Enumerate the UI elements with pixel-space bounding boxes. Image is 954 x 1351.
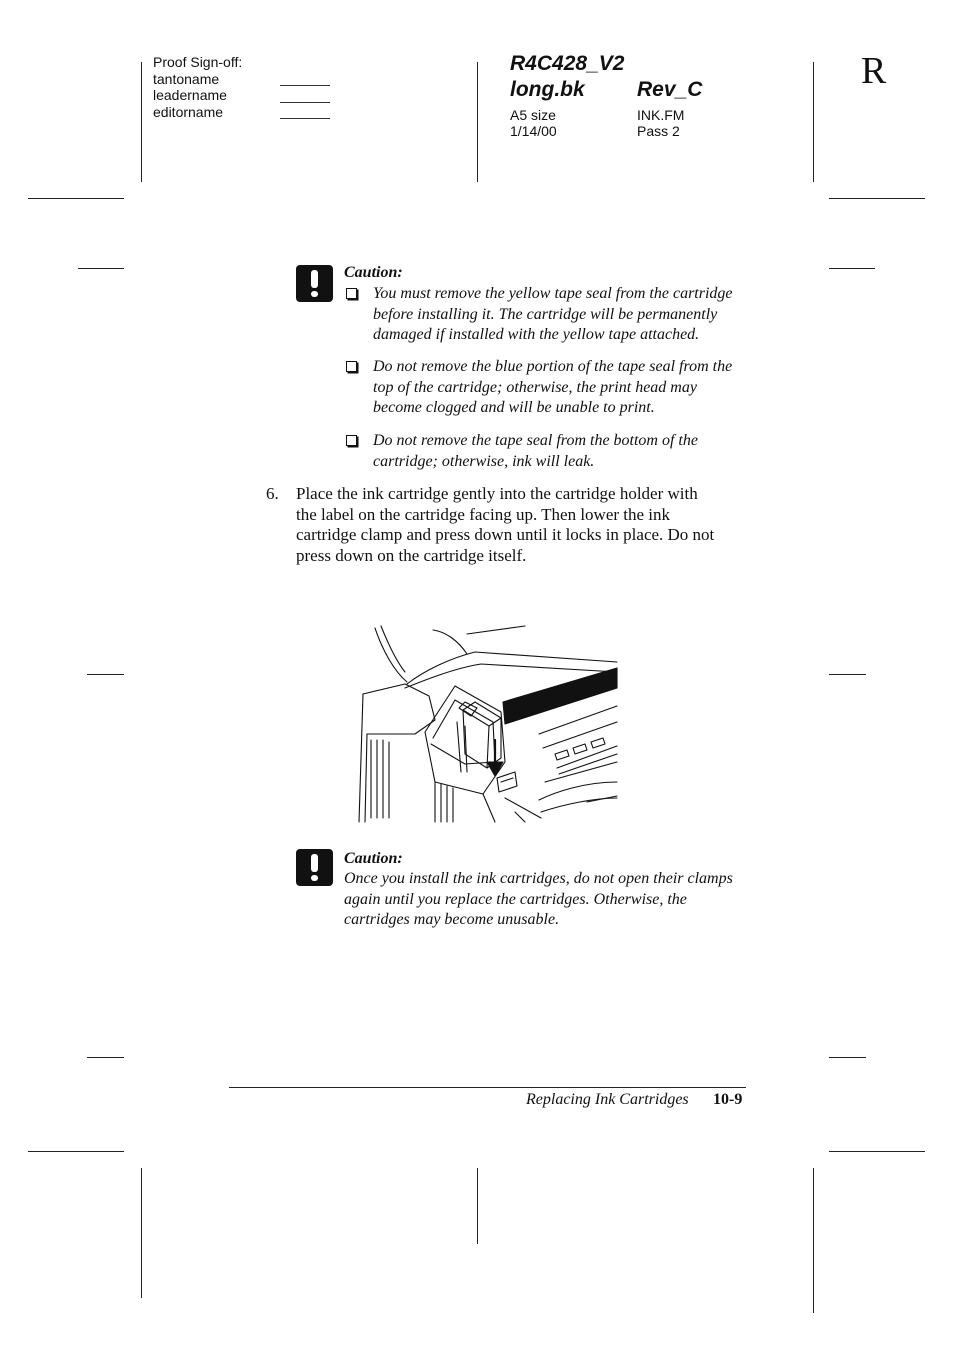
caution-item-line: top of the cartridge; otherwise, the print head may bbox=[373, 378, 697, 396]
doc-pass: Pass 2 bbox=[637, 123, 680, 139]
caution-icon bbox=[296, 265, 333, 302]
caution-item-line: You must remove the yellow tape seal from the cartridge bbox=[373, 285, 733, 302]
footer-section-title: Replacing Ink Cartridges bbox=[526, 1091, 689, 1108]
signoff-blank bbox=[280, 85, 330, 86]
step-number: 6. bbox=[266, 484, 279, 503]
page-number: 10-9 bbox=[713, 1091, 743, 1108]
doc-file: INK.FM bbox=[637, 107, 685, 123]
footer-rule bbox=[229, 1087, 746, 1088]
doc-revision: Rev_C bbox=[637, 78, 703, 101]
doc-date: 1/14/00 bbox=[510, 123, 557, 139]
caution-line: cartridges may become unusable. bbox=[344, 911, 560, 928]
caution-title: Caution: bbox=[344, 850, 403, 867]
caution-text bbox=[344, 869, 733, 931]
doc-book: long.bk bbox=[510, 78, 585, 101]
doc-code: R4C428_V2 bbox=[510, 52, 625, 75]
step-text bbox=[296, 484, 714, 566]
proof-signoff bbox=[153, 54, 242, 120]
step-line: press down on the cartridge itself. bbox=[296, 545, 527, 565]
signoff-blank bbox=[280, 118, 330, 119]
signoff-blank bbox=[280, 102, 330, 103]
checkbox-bullet-icon bbox=[346, 288, 357, 299]
checkbox-bullet-icon bbox=[346, 361, 357, 372]
caution-line: again until you replace the cartridges. Otherwise, the bbox=[344, 890, 687, 908]
caution-item-line: Do not remove the tape seal from the bottom of the bbox=[373, 432, 698, 449]
step-line: Place the ink cartridge gently into the cartridge holder with bbox=[296, 484, 698, 503]
caution-icon bbox=[296, 849, 333, 886]
caution-item bbox=[373, 284, 733, 346]
caution-title: Caution: bbox=[344, 264, 403, 281]
caution-item-line: Do not remove the blue portion of the tape seal from the bbox=[373, 358, 733, 375]
proof-editorname: editorname bbox=[153, 103, 224, 120]
proof-leadername: leadername bbox=[153, 87, 227, 103]
caution-item-line: before installing it. The cartridge will be permanently bbox=[373, 305, 718, 323]
doc-size: A5 size bbox=[510, 107, 556, 123]
proof-label: Proof Sign-off: bbox=[153, 54, 243, 70]
corner-letter: R bbox=[861, 50, 887, 92]
caution-item-line: cartridge; otherwise, ink will leak. bbox=[373, 452, 595, 470]
checkbox-bullet-icon bbox=[346, 435, 357, 446]
proof-tantoname: tantoname bbox=[153, 70, 220, 87]
step-line: cartridge clamp and press down until it locks in place. Do not bbox=[296, 525, 715, 544]
step-line: the label on the cartridge facing up. Then lower the ink bbox=[296, 504, 671, 524]
caution-item bbox=[373, 431, 698, 472]
caution-line: Once you install the ink cartridges, do not open their clamps bbox=[344, 870, 733, 887]
caution-item-line: damaged if installed with the yellow tape attached. bbox=[373, 326, 700, 343]
caution-item bbox=[373, 357, 732, 419]
printer-cartridge-illustration bbox=[355, 622, 620, 824]
caution-item-line: become clogged and will be unable to print. bbox=[373, 399, 655, 416]
